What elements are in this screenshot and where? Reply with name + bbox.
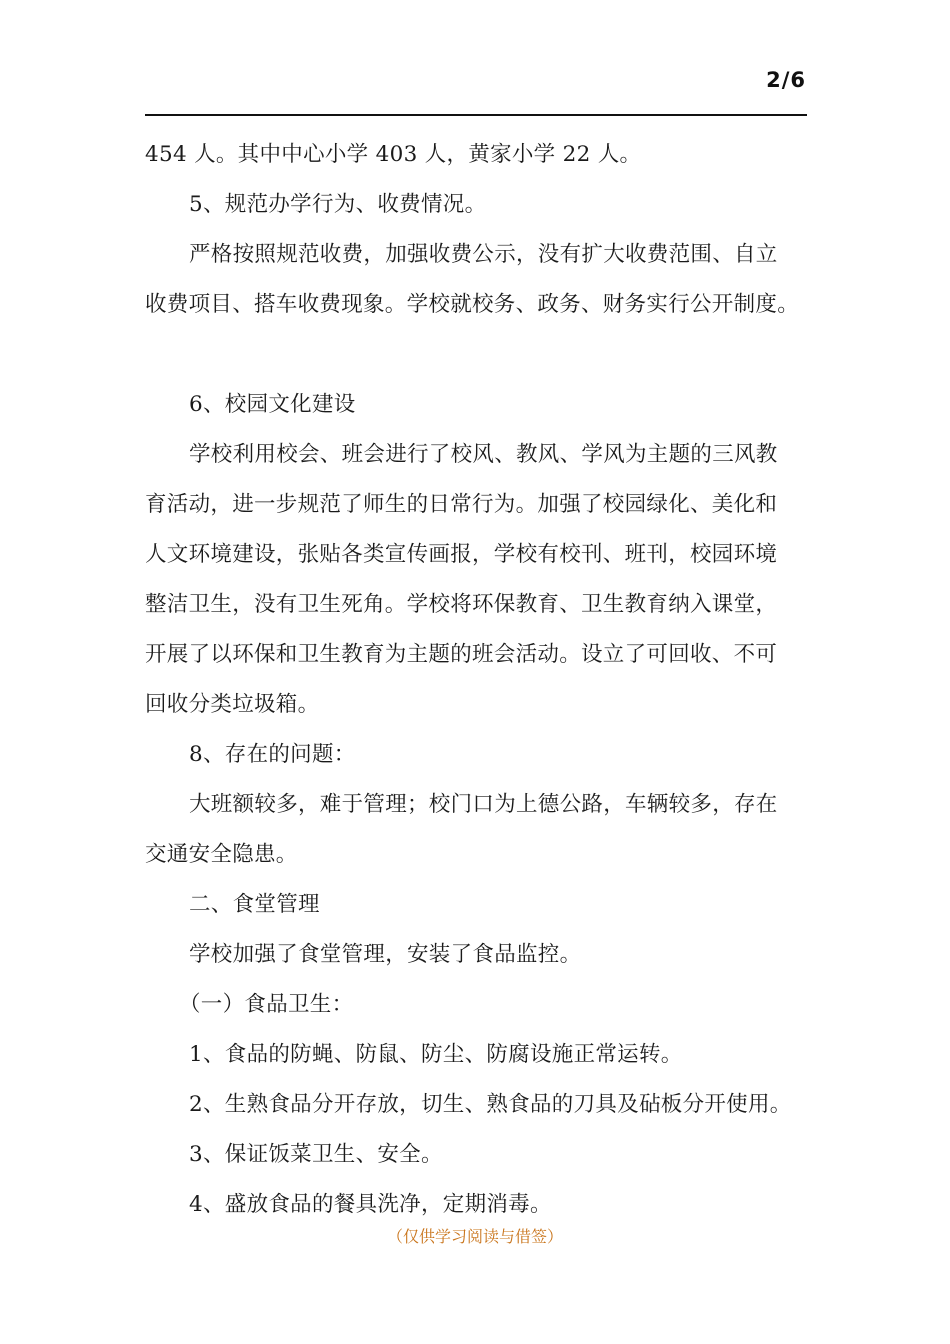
paragraph-line: 开展了以环保和卫生教育为主题的班会活动。设立了可回收、不可 (145, 642, 778, 667)
section-heading: 5、规范办学行为、收费情况。 (189, 192, 487, 217)
section-heading: 二、食堂管理 (189, 892, 320, 917)
paragraph-line: 收费项目、搭车收费现象。学校就校务、政务、财务实行公开制度。 (145, 292, 800, 317)
list-item: 3、保证饭菜卫生、安全。 (189, 1142, 443, 1167)
paragraph-line: 严格按照规范收费，加强收费公示，没有扩大收费范围、自立 (189, 242, 778, 267)
paragraph-line: 交通安全隐患。 (145, 842, 298, 867)
section-heading: 8、存在的问题： (189, 742, 356, 767)
paragraph-line: 整洁卫生，没有卫生死角。学校将环保教育、卫生教育纳入课堂， (145, 592, 778, 617)
list-item: 1、食品的防蝇、防鼠、防尘、防腐设施正常运转。 (189, 1042, 683, 1067)
paragraph-line: 回收分类垃圾箱。 (145, 692, 320, 717)
paragraph-line: 育活动，进一步规范了师生的日常行为。加强了校园绿化、美化和 (145, 492, 778, 517)
page-number: 2/6 (766, 68, 806, 92)
paragraph-line: 人文环境建设，张贴各类宣传画报，学校有校刊、班刊，校园环境 (145, 542, 778, 567)
subsection-heading: （一）食品卫生： (179, 992, 354, 1017)
document-body (145, 130, 810, 1230)
paragraph-line: 大班额较多，难于管理；校门口为上德公路，车辆较多，存在 (189, 792, 778, 817)
list-item: 2、生熟食品分开存放，切生、熟食品的刀具及砧板分开使用。 (189, 1092, 792, 1117)
header-rule (145, 114, 807, 116)
paragraph-line: 学校加强了食堂管理，安装了食品监控。 (189, 942, 582, 967)
footer-note: （仅供学习阅读与借签） (386, 1227, 563, 1246)
paragraph-line: 学校利用校会、班会进行了校风、教风、学风为主题的三风教 (189, 442, 778, 467)
section-heading: 6、校园文化建设 (189, 392, 356, 417)
blank-line (145, 330, 810, 380)
list-item: 4、盛放食品的餐具洗净，定期消毒。 (189, 1192, 552, 1217)
paragraph-line: 454 人。其中中心小学 403 人，黄家小学 22 人。 (145, 142, 642, 167)
